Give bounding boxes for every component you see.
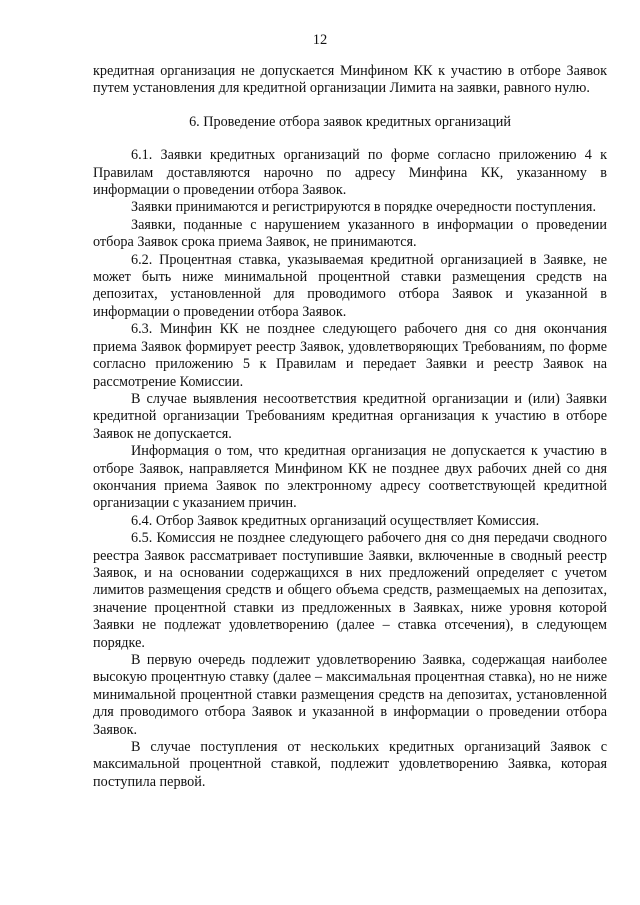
page-number: 12 bbox=[312, 32, 328, 48]
paragraph-6-4: 6.4. Отбор Заявок кредитных организаций осуществляет Комиссия. bbox=[131, 512, 540, 529]
paragraph-nonconformity: В случае выявления несоответствия кредитной организации и (или) Заявки кредитной организации Требованиям кредитная организация к участию в отборе Заявок не допускается. bbox=[93, 390, 607, 442]
paragraph-6-5: 6.5. Комиссия не позднее следующего рабочего дня со дня передачи сводного реестра Заявок рассматривает поступившие Заявки, включенные в сводный реестр Заявок, и на основании содержащихся в них предложений определяет с учетом лимитов размещения средств и общего объема средств, размещаемых на депозитах, значение процентной ставки из предложенных в Заявках, ниже уровня которой Заявки не подлежат удовлетворению (далее – ставка отсечения), в следующем порядке. bbox=[93, 530, 607, 651]
paragraph-priority: В первую очередь подлежит удовлетворению Заявка, содержащая наиболее высокую процентную ставку (далее – максимальная процентная ставка), но не ниже минимальной процентной ставки размещения средств на депозитах, установленной для проводимого отбора Заявок и указанной в информации о проведении отбора Заявок. bbox=[93, 652, 607, 738]
paragraph-late-submissions: Заявки, поданные с нарушением указанного в информации о проведении отбора Заявок срока приема Заявок, не принимаются. bbox=[93, 216, 607, 251]
paragraph-notification: Информация о том, что кредитная организация не допускается к участию в отборе Заявок, направляется Минфином КК не позднее двух рабочих дней со дня окончания приема Заявок по электронному адресу соответствующей кредитной организации с указанием причин. bbox=[93, 443, 607, 512]
paragraph-continuation: кредитная организация не допускается Минфином КК к участию в отборе Заявок путем установления для кредитной организации Лимита на заявки, равного нулю. bbox=[93, 63, 607, 97]
paragraph-registration: Заявки принимаются и регистрируются в порядке очередности поступления. bbox=[131, 199, 596, 216]
section-heading: 6. Проведение отбора заявок кредитных организаций bbox=[189, 113, 511, 130]
paragraph-6-2: 6.2. Процентная ставка, указываемая кредитной организацией в Заявке, не может быть ниже минимальной процентной ставки размещения средств на депозитах, установленной для проводимого отбора Заявок и указанной в информации о проведении отбора Заявок. bbox=[93, 251, 607, 320]
paragraph-6-3: 6.3. Минфин КК не позднее следующего рабочего дня со дня окончания приема Заявок формирует реестр Заявок, удовлетворяющих Требованиям, по форме согласно приложению 5 к Правилам и передает Заявки и реестр Заявок на рассмотрение Комиссии. bbox=[93, 321, 607, 390]
document-body bbox=[93, 63, 607, 791]
paragraph-6-1: 6.1. Заявки кредитных организаций по форме согласно приложению 4 к Правилам доставляются нарочно по адресу Минфина КК, указанному в информации о проведении отбора Заявок. bbox=[93, 147, 607, 199]
paragraph-multiple-bids: В случае поступления от нескольких кредитных организаций Заявок с максимальной процентной ставкой, подлежит удовлетворению Заявка, которая поступила первой. bbox=[93, 739, 607, 790]
